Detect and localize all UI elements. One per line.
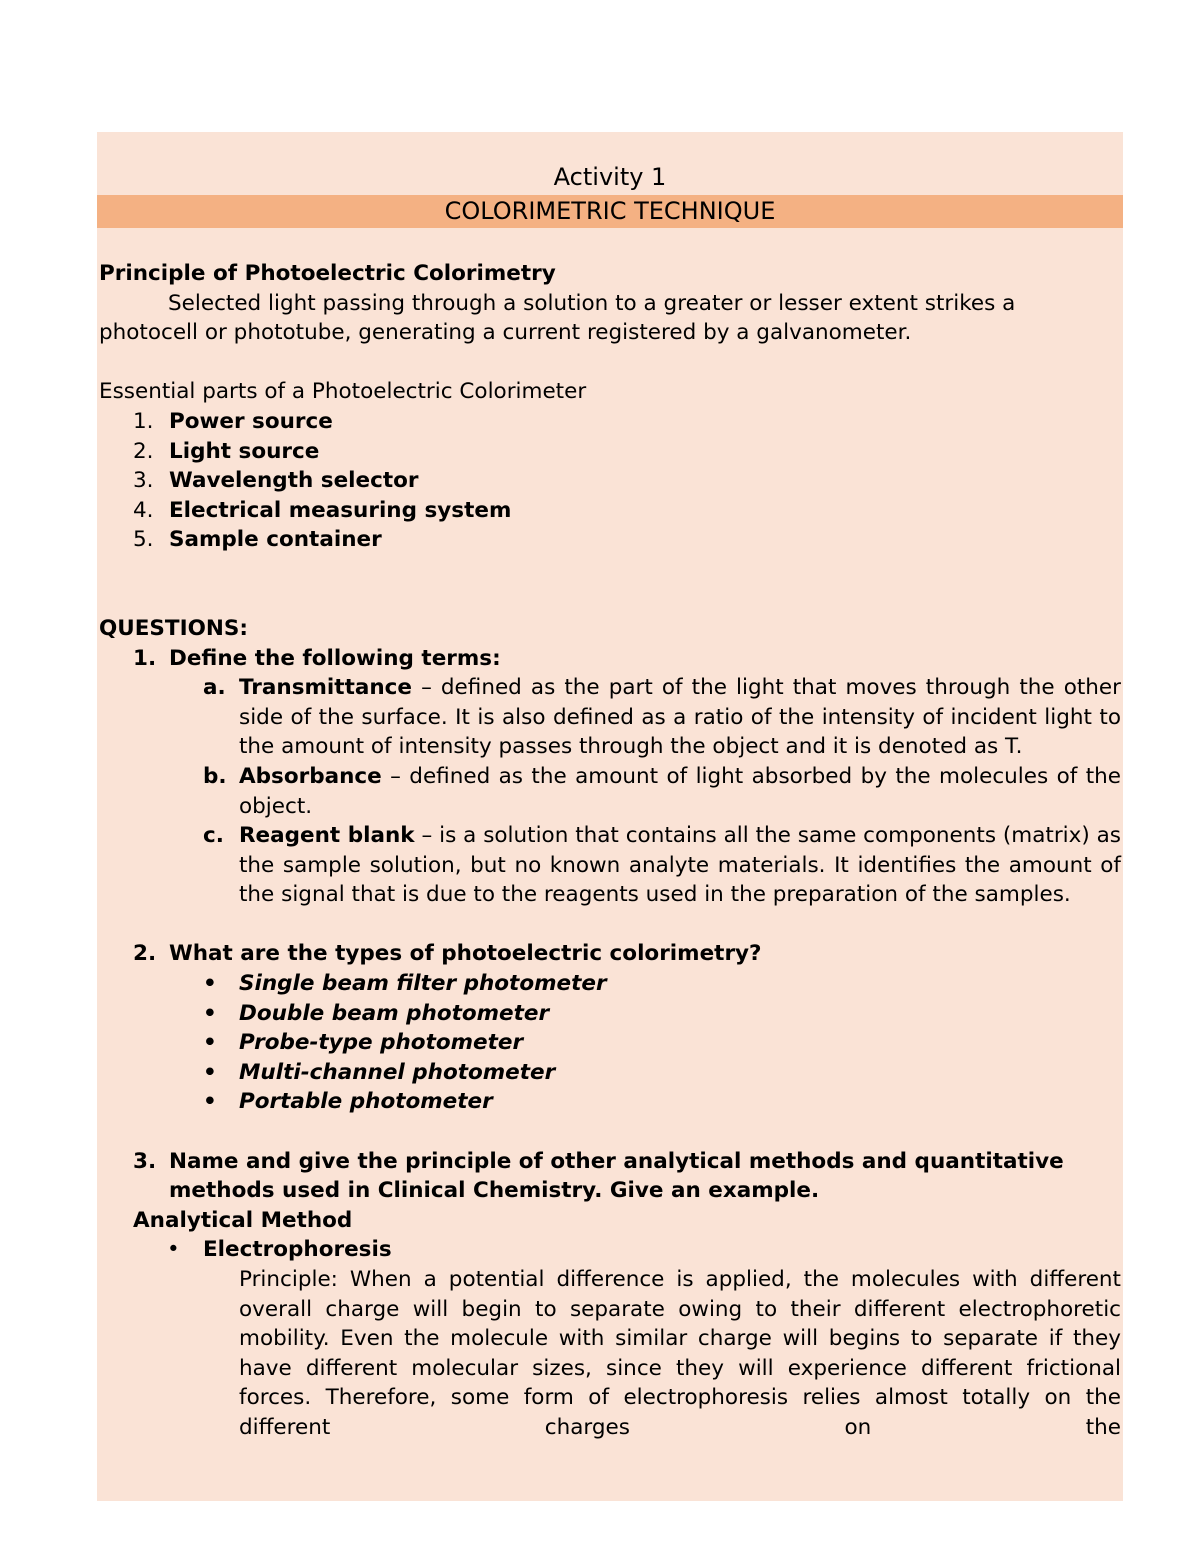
- list-item: • Probe-type photometer: [99, 1028, 1121, 1058]
- method-item: • Electrophoresis: [99, 1235, 1121, 1265]
- list-item: • Portable photometer: [99, 1087, 1121, 1117]
- activity-title: Activity 1: [553, 163, 667, 191]
- principle-text: Selected light passing through a solution to a greater or lesser extent strikes a photocell or phototube, generating a current registered by a galvanometer.: [99, 290, 1016, 346]
- term-reagent-blank: c. Reagent blank – is a solution that contains all the same components (matrix) as the sample solution, but no known analyte materials. It identifies the amount of the signal that is due to the reagents used in the preparation of the samples.: [203, 823, 1121, 908]
- term-absorbance: b. Absorbance – defined as the amount of light absorbed by the molecules of the object.: [203, 763, 1121, 819]
- list-item: 1. Power source: [133, 408, 333, 434]
- list-item: 5. Sample container: [133, 527, 382, 553]
- bullet-icon: •: [203, 971, 217, 997]
- method-principle: Principle: When a potential difference is applied, the molecules with different overall charge will begin to separate owing to their different electrophoretic mobility. Even the molecule with similar charge will begins to separate if they have different molecular sizes, since they will experience different frictional forces. Therefore, some form of electrophoresis relies almost totally on the different charges on the: [239, 1267, 1121, 1440]
- term-transmittance: a. Transmittance – defined as the part of the light that moves through the other side of the surface. It is also defined as a ratio of the intensity of incident light to the amount of intensity passes through the object and it is denoted as T.: [203, 675, 1121, 760]
- list-item: • Single beam filter photometer: [99, 969, 1121, 999]
- document-body: [99, 259, 1121, 1443]
- parts-heading: Essential parts of a Photoelectric Colorimeter: [99, 379, 587, 405]
- bullet-icon: •: [167, 1237, 180, 1263]
- list-item: 3. Wavelength selector: [133, 468, 419, 494]
- bullet-icon: •: [203, 1059, 217, 1085]
- parts-list: [99, 407, 1121, 555]
- section-banner: COLORIMETRIC TECHNIQUE: [97, 195, 1123, 228]
- question-2: 2. What are the types of photoelectric colorimetry?: [133, 941, 762, 967]
- bullet-icon: •: [203, 1089, 217, 1115]
- analytical-method-heading: Analytical Method: [133, 1207, 353, 1233]
- questions-heading: QUESTIONS:: [99, 615, 248, 641]
- principle-heading: Principle of Photoelectric Colorimetry: [99, 261, 556, 286]
- bullet-icon: •: [203, 1030, 217, 1056]
- list-item: 4. Electrical measuring system: [133, 497, 512, 523]
- bullet-icon: •: [203, 1000, 217, 1026]
- question-3: 3. Name and give the principle of other analytical methods and quantitative methods used in Clinical Chemistry. Give an example.: [133, 1148, 1064, 1204]
- question-1: 1. Define the following terms:: [133, 645, 501, 671]
- list-item: • Double beam photometer: [99, 999, 1121, 1029]
- document-page: [97, 132, 1123, 1501]
- list-item: 2. Light source: [133, 438, 320, 464]
- list-item: • Multi-channel photometer: [99, 1058, 1121, 1088]
